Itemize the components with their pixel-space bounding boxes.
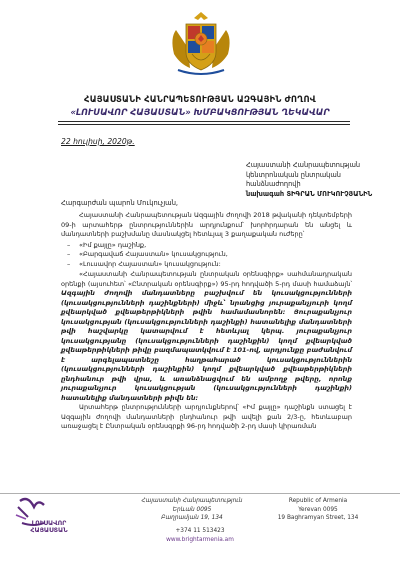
organization-title: ՀԱՅԱՍՏԱՆԻ ՀԱՆՐԱՊԵՏՈՒԹՅԱՆ ԱԶԳԱՅԻՆ ԺՈՂՈՎ: [84, 94, 316, 104]
letter-body: [61, 211, 352, 432]
party-list: [67, 241, 352, 270]
paragraph: Հայաստանի Հանրապետության Ազգային ժողովի 2018 թվականի դեկտեմբերի 09-ի արտահերթ ընտրություններին արդյունքում՝ խորհրդարան են անցել և մանդատների բաշխմանը մասնակցել հետևյալ 3 քաղաքական ուժերը՝: [61, 211, 352, 238]
footer-line: Բաղրամյան 19, 134: [161, 515, 223, 522]
faction-leader-title: «ԼՈՒՍԱՎՈՐ ՀԱՅԱՍՏԱՆ» ԽՄԲԱԿՑՈՒԹՅԱՆ ՂԵԿԱՎԱՐ: [70, 107, 330, 117]
footer-line: 19 Baghramyan Street, 134: [277, 515, 359, 522]
addressee-block: [246, 161, 396, 199]
footer-divider: [0, 493, 400, 494]
footer-address-armenian: [132, 497, 252, 523]
footer-line: Հայաստանի Հանրապետություն: [141, 498, 243, 504]
list-item: – «Իմ քայլը» դաշինք,: [67, 241, 352, 251]
footer-line: Երևան 0095: [172, 506, 212, 513]
letter-date: 22 հուլիսի, 2020թ.: [61, 137, 135, 146]
footer-address-english: [258, 497, 378, 523]
footer-website-link[interactable]: www.brightarmenia.am: [166, 537, 234, 543]
addressee-line: կենտրոնական ընտրական հանձնաժողովի: [246, 170, 341, 189]
list-item: – «Լուսավոր Հայաստան» կուսակցություն:: [67, 260, 352, 270]
list-item: – «Բարգավաճ Հայաստան» կուսակցություն,: [67, 250, 352, 260]
header-divider: [58, 121, 350, 122]
footer-line: Yerevan 0095: [298, 506, 338, 513]
footer-line: Republic of Armenia: [288, 498, 348, 504]
addressee-line: Հայաստանի Հանրապետության: [246, 161, 361, 169]
salutation: Հարգարժան պարոն Մուկուչյան,: [61, 199, 179, 207]
addressee-name: նախագահ ՏԻԳՐԱՆ ՄՈՒԿՈՒՉՅԱՆԻՆ: [246, 189, 373, 198]
header-divider-thin: [58, 124, 350, 125]
emphasized-text: Ազգային ժողովի մանդատները բաշխվում են կուսակցությունների (կուսակցությունների դաշինքների) միջև՝ նրանցից յուրաքանչյուրի կողմ քվեարկված քվեաթերթիկների թվին համամասնորեն: Յուրաքանչյուր կուսակցության (կուսակցությունների դաշինքի) հատանելիք մանդատների թվի հաշվարկը կատարվում է հետևյալ կերպ. յուրաքանչյուր կուսակցությանը (կուսակցությունների դաշինքին) կողմ քվեարկված քվեաթերթիկների թիվը բազմապատկվում է 101-ով, արդյունքը բաժանվում է արգելապատնեշը հաղթահարած կուսակցություններին (կուսակցությունների դաշինքին) կողմ քվեարկված քվեաթերթիկների ընդհանուր թվի վրա, և առանձնացվում են ամբողջ թվերը, որոնք յուրաքանչյուր կուսակցության (կուսակցությունների դաշինքի) հատանելիք մանդատների թիվն են:: [61, 289, 352, 402]
logo-line: ՀԱՅԱՍՏԱՆ: [30, 527, 68, 534]
logo-line: ԼՈՒՍԱՎՈՐ: [31, 520, 67, 527]
coat-of-arms-emblem: [168, 8, 234, 78]
footer-phone: +374 11 513423: [175, 528, 225, 534]
paragraph: [61, 270, 352, 403]
paragraph-text: «Հայաստանի Հանրապետության ընտրական օրենսգիրք» սահմանադրական օրենքի (այսուհետ՝ «Ընտրական օրենսգիրք») 95-րդ հոդվածի 5-րդ մասի համաձայն՝: [61, 270, 352, 288]
paragraph: Արտահերթ ընտրությունների արդյունքներով՝ «Իմ քայլը» դաշինքն ստացել է Ազգային ժողովի մանդատների ընդհանուր թվի ավելի քան 2/3-ը, հետևաբար առաջացել է Ընտրական օրենսգրքի 96-րդ հոդվածի 2-րդ մասի կիրառման: [61, 403, 352, 430]
